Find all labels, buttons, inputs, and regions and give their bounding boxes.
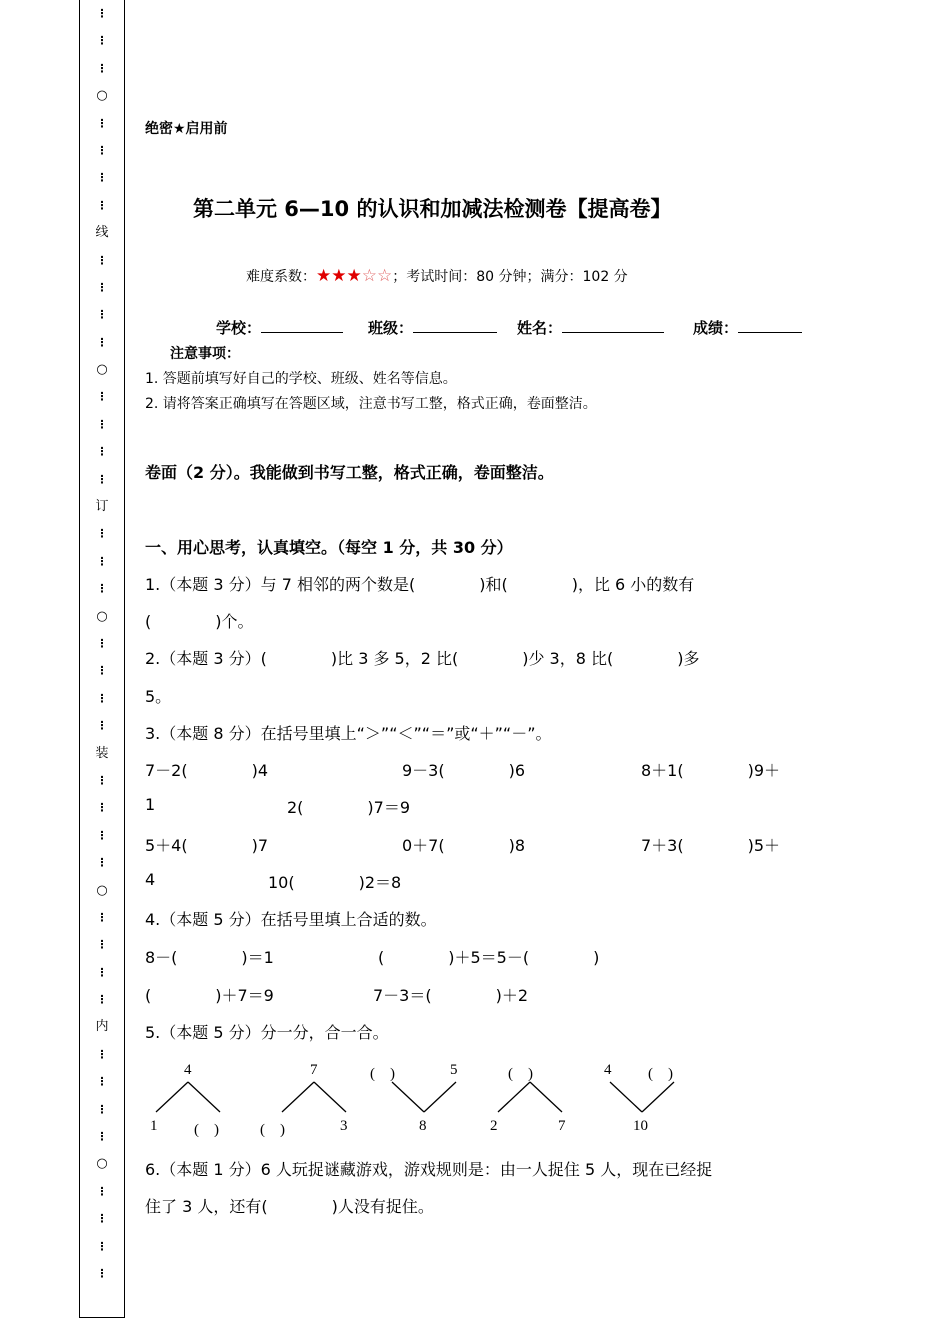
name-blank[interactable] (562, 318, 664, 333)
q4-item: 7－3＝( )＋2 (373, 986, 529, 1005)
binding-char: 线 (95, 225, 109, 241)
star-empty-icon: ☆ (361, 266, 377, 286)
binding-dots: ⋮ (96, 1212, 108, 1226)
star-empty-icon: ☆ (377, 266, 393, 286)
q4-item: 8－( )＝1 (145, 948, 274, 967)
binding-dots: ⋮ (96, 280, 108, 294)
binding-dots: ⋮ (96, 1184, 108, 1198)
binding-dots: ⋮ (96, 1047, 108, 1061)
bond-bottom: 10 (633, 1118, 648, 1134)
notes-heading: 注意事项： (170, 346, 240, 362)
exam-info: ；考试时间：80 分钟；满分：102 分 (392, 269, 628, 285)
class-field (368, 317, 497, 338)
binding-dots: ⋮ (96, 198, 108, 212)
q1-line: 1.（本题 3 分）与 7 相邻的两个数是( )和( )，比 6 小的数有 (145, 575, 695, 594)
bond-right: 5 (450, 1062, 458, 1078)
binding-dots: ⋮ (96, 527, 108, 541)
binding-dots: ⋮ (96, 1266, 108, 1280)
binding-char: 订 (95, 499, 109, 515)
bond-right[interactable]: ( ) (648, 1066, 673, 1082)
bond-top: 7 (310, 1062, 318, 1078)
bond-top: 4 (184, 1062, 192, 1078)
bond-right[interactable]: ( ) (194, 1122, 219, 1138)
binding-dots: ⋮ (96, 308, 108, 322)
bond-right: 3 (340, 1118, 348, 1134)
binding-sequence (80, 0, 124, 1287)
binding-circle-icon: ○ (96, 1156, 108, 1172)
binding-dots: ⋮ (96, 773, 108, 787)
school-blank[interactable] (261, 318, 343, 333)
binding-dots: ⋮ (96, 253, 108, 267)
score-label: 成绩： (693, 319, 739, 337)
score-field (693, 317, 802, 338)
binding-dots: ⋮ (96, 993, 108, 1007)
page-title: 第二单元 6—10 的认识和加减法检测卷【提高卷】 (193, 197, 672, 221)
q3-item: 0＋7( )8 (402, 836, 526, 855)
number-bonds (148, 1060, 708, 1140)
q3-item: 10( )2＝8 (268, 873, 402, 892)
bond-left[interactable]: ( ) (370, 1066, 395, 1082)
section1-heading: 一、用心思考，认真填空。（每空 1 分，共 30 分） (145, 538, 513, 557)
binding-dots: ⋮ (96, 1130, 108, 1144)
name-label: 姓名： (517, 319, 563, 337)
q1-line: ( )个。 (145, 612, 254, 631)
neatness-line: 卷面（2 分）。我能做到书写工整，格式正确，卷面整洁。 (145, 463, 554, 482)
q3-item: 9－3( )6 (402, 761, 526, 780)
difficulty-label: 难度系数： (246, 269, 316, 285)
binding-dots: ⋮ (96, 472, 108, 486)
binding-char: 内 (95, 1019, 109, 1035)
q3-item: 5＋4( )7 (145, 836, 269, 855)
binding-dots: ⋮ (96, 965, 108, 979)
binding-dots: ⋮ (96, 856, 108, 870)
binding-dots: ⋮ (96, 1239, 108, 1253)
binding-circle-icon: ○ (96, 88, 108, 104)
q2-line: 5。 (145, 687, 172, 706)
binding-dots: ⋮ (96, 34, 108, 48)
star-filled-icon: ★ (316, 266, 332, 286)
note-item: 2. 请将答案正确填写在答题区域，注意书写工整，格式正确，卷面整洁。 (145, 396, 597, 412)
q3-item: 8＋1( )9＋ (641, 761, 781, 780)
binding-strip (79, 0, 125, 1318)
class-label: 班级： (368, 319, 414, 337)
binding-dots: ⋮ (96, 582, 108, 596)
q6-line: 6.（本题 1 分）6 人玩捉谜藏游戏，游戏规则是：由一人捉住 5 人，现在已经捉 (145, 1160, 713, 1179)
bond-left: 2 (490, 1118, 498, 1134)
q3-item: 4 (145, 870, 156, 889)
school-label: 学校： (216, 319, 262, 337)
q3-item: 1 (145, 795, 156, 814)
q3-item: 7－2( )4 (145, 761, 269, 780)
binding-circle-icon: ○ (96, 882, 108, 898)
q5-heading: 5.（本题 5 分）分一分，合一合。 (145, 1023, 389, 1042)
class-blank[interactable] (413, 318, 497, 333)
note-item: 1. 答题前填写好自己的学校、班级、姓名等信息。 (145, 371, 457, 387)
score-blank[interactable] (738, 318, 802, 333)
binding-dots: ⋮ (96, 719, 108, 733)
binding-dots: ⋮ (96, 143, 108, 157)
bond-top[interactable]: ( ) (508, 1066, 533, 1082)
binding-dots: ⋮ (96, 445, 108, 459)
binding-dots: ⋮ (96, 691, 108, 705)
binding-dots: ⋮ (96, 938, 108, 952)
binding-dots: ⋮ (96, 61, 108, 75)
binding-circle-icon: ○ (96, 608, 108, 624)
difficulty-stars (316, 266, 393, 286)
binding-dots: ⋮ (96, 636, 108, 650)
binding-dots: ⋮ (96, 801, 108, 815)
binding-dots: ⋮ (96, 828, 108, 842)
q6-line: 住了 3 人，还有( )人没有捉住。 (145, 1197, 434, 1216)
binding-dots: ⋮ (96, 417, 108, 431)
binding-dots: ⋮ (96, 390, 108, 404)
q4-heading: 4.（本题 5 分）在括号里填上合适的数。 (145, 910, 437, 929)
bond-left: 4 (604, 1062, 612, 1078)
binding-dots: ⋮ (96, 910, 108, 924)
school-field (216, 317, 343, 338)
star-filled-icon: ★ (331, 266, 347, 286)
q2-line: 2.（本题 3 分）( )比 3 多 5，2 比( )少 3，8 比( )多 (145, 649, 700, 668)
binding-dots: ⋮ (96, 1075, 108, 1089)
binding-dots: ⋮ (96, 664, 108, 678)
star-filled-icon: ★ (346, 266, 362, 286)
difficulty-line (246, 266, 628, 286)
name-field (517, 317, 664, 338)
binding-dots: ⋮ (96, 7, 108, 20)
q3-item: 2( )7＝9 (287, 798, 411, 817)
bond-lines (148, 1060, 708, 1140)
binding-dots: ⋮ (96, 1102, 108, 1116)
bond-left[interactable]: ( ) (260, 1122, 285, 1138)
binding-circle-icon: ○ (96, 362, 108, 378)
bond-left: 1 (150, 1118, 158, 1134)
secret-label: 绝密★启用前 (145, 121, 228, 137)
q3-heading: 3.（本题 8 分）在括号里填上“＞”“＜”“＝”或“＋”“－”。 (145, 724, 552, 743)
bond-right: 7 (558, 1118, 566, 1134)
q3-item: 7＋3( )5＋ (641, 836, 781, 855)
binding-dots: ⋮ (96, 116, 108, 130)
q4-item: ( )＋5＝5－( ) (378, 948, 600, 967)
binding-dots: ⋮ (96, 171, 108, 185)
q4-item: ( )＋7＝9 (145, 986, 274, 1005)
binding-dots: ⋮ (96, 335, 108, 349)
binding-char: 装 (95, 745, 109, 761)
bond-bottom: 8 (419, 1118, 427, 1134)
binding-dots: ⋮ (96, 554, 108, 568)
